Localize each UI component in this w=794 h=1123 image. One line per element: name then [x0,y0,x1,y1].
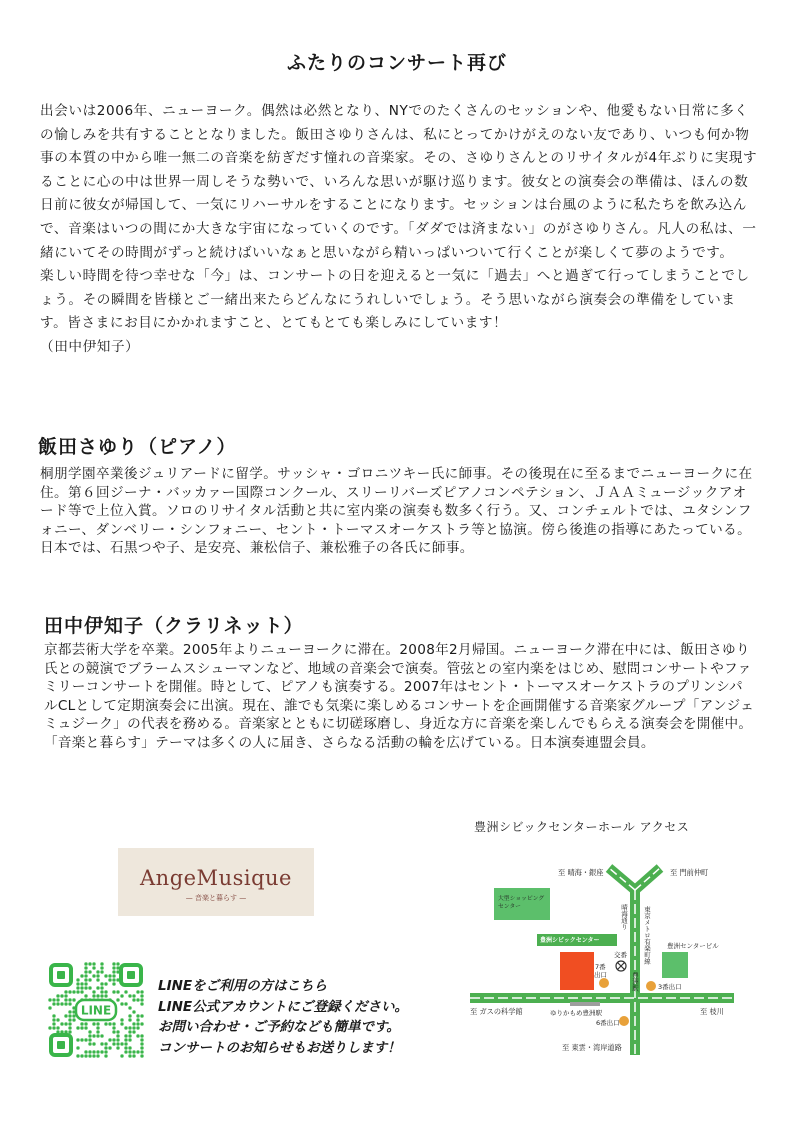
qr-module [132,1054,135,1057]
qr-module [88,1054,91,1057]
qr-module [96,994,99,997]
qr-module [68,1026,71,1029]
qr-module [124,1042,127,1045]
qr-module [92,974,95,977]
qr-module [84,986,87,989]
qr-module [68,1018,71,1021]
qr-module [76,1038,79,1041]
line-instruction-2: LINE公式アカウントにご登録ください。 [158,998,409,1015]
qr-module [116,1034,119,1037]
qr-module [112,966,115,969]
line-instructions [158,976,408,1058]
qr-module [104,994,107,997]
qr-module [136,1034,139,1037]
intro-signature: （田中伊知子） [40,338,140,355]
civic-center-building [560,952,594,990]
qr-module [120,1018,123,1021]
line-instruction-4: コンサートのお知らせもお送りします！ [158,1039,401,1056]
line-instruction-1: LINEをご利用の方はこちら [158,978,328,994]
qr-module [124,1002,127,1005]
qr-module [60,1002,63,1005]
qr-module [112,990,115,993]
qr-module [104,1022,107,1025]
qr-module [136,1050,139,1053]
qr-module [68,1014,71,1017]
map-label-exit7-1: 7番 [595,963,606,971]
qr-module [132,1026,135,1029]
clarinetist-bio: 京都芸術大学を卒業。2005年よりニューヨークに滞在。2008年2月帰国。ニューヨーク滞在中には、飯田さゆり氏との競演でブラームスシューマンなど、地域の音楽会で演奏。管弦との室内楽をはじめ、慰問コンサートやファミリーコンサートを開催。時として、ピアノも演奏する。2007年はセント・トーマスオーケストラのプリンシパルCLとして定期演奏会に出演。現在、誰でも気楽に楽しめるコンサートを企画開催する音楽家グループ「アンジェミュジーク」の代表を務める。音楽家とともに切磋琢磨し、身近な方に音楽を楽しんでもらえる演奏会を開催中。「音楽と暮らす」テーマは多くの人に届き、さらなる活動の輪を広げている。日本演奏連盟会員。 [44,642,755,751]
qr-module [132,994,135,997]
qr-module [112,982,115,985]
map-label-exit3: 3番出口 [658,983,682,991]
map-label-edagawa: 至 枝川 [700,1007,724,1016]
qr-module [136,998,139,1001]
access-map [464,850,750,1060]
qr-module [88,1038,91,1041]
logo-name: AngeMusique [140,866,292,890]
qr-module [104,1054,107,1057]
qr-module [92,1050,95,1053]
qr-module [124,1026,127,1029]
qr-module [108,1022,111,1025]
qr-module [96,1026,99,1029]
qr-module [116,1042,119,1045]
qr-module [124,1046,127,1049]
qr-module [140,1022,143,1025]
exit6-marker [619,1016,629,1026]
qr-module [64,1022,67,1025]
line-instruction-3: お問い合わせ・ご予約なども簡単です。 [158,1019,400,1035]
line-qr-code[interactable] [48,962,144,1058]
map-label-exit7 [594,962,608,979]
qr-line-label: LINE [80,1003,112,1018]
qr-module [84,1022,87,1025]
qr-module [52,1026,55,1029]
qr-module [128,1018,131,1021]
qr-module [100,1050,103,1053]
qr-module [140,1038,143,1041]
qr-module [80,1038,83,1041]
logo-tagline: — 音楽と暮らす — [185,894,247,902]
qr-module [68,1010,71,1013]
map-label-monzen: 至 門前仲町 [670,868,709,877]
qr-module [76,986,79,989]
exit7-marker [599,978,609,988]
qr-module [104,982,107,985]
qr-module [48,998,51,1001]
intro-text [40,100,760,360]
qr-module [84,1038,87,1041]
qr-module [96,986,99,989]
map-label-yurakucho-line: 東京メトロ有楽町線 [643,906,651,965]
qr-module [112,1030,115,1033]
qr-module [88,986,91,989]
qr-module [92,1034,95,1037]
qr-module [112,1038,115,1041]
qr-module [76,1046,79,1049]
qr-module [68,1030,71,1033]
qr-module [140,1014,143,1017]
qr-module [120,1002,123,1005]
qr-module [140,1002,143,1005]
qr-module [92,990,95,993]
map-label-harumi-ginza: 至 晴海・銀座 [558,868,604,877]
qr-module [104,1046,107,1049]
qr-module [76,978,79,981]
qr-module [60,1022,63,1025]
qr-module [112,970,115,973]
qr-module [84,962,87,965]
angemusique-logo [118,848,314,916]
qr-module [68,998,71,1001]
qr-module [64,998,67,1001]
map-label-civic-center: 豊洲シビックセンター [540,937,600,944]
qr-module [52,1018,55,1021]
qr-module [128,1030,131,1033]
qr-module [112,974,115,977]
qr-module [56,1018,59,1021]
qr-module [52,998,55,1001]
qr-module [140,1054,143,1057]
qr-module [100,982,103,985]
qr-module [140,1042,143,1045]
qr-module [116,998,119,1001]
map-label-yurikamome: ゆりかもめ豊洲駅 [550,1009,602,1017]
qr-module [136,1022,139,1025]
qr-module [124,1050,127,1053]
exit3-marker [646,981,656,991]
qr-module [96,1034,99,1037]
qr-module [128,1054,131,1057]
qr-module [92,962,95,965]
map-label-center-building: 豊洲センタービル [667,942,719,950]
qr-module [100,970,103,973]
qr-module [52,1022,55,1025]
qr-module [52,1014,55,1017]
qr-module [52,1002,55,1005]
qr-module [84,966,87,969]
qr-module [48,1006,51,1009]
qr-module [132,1030,135,1033]
qr-module [112,1042,115,1045]
qr-module [128,1026,131,1029]
map-label-toyosu-station: 豊洲駅 [631,972,639,992]
koban-icon [616,961,626,971]
qr-module [108,1046,111,1049]
qr-module [88,1042,91,1045]
qr-module [48,1026,51,1029]
qr-module [96,1050,99,1053]
qr-module [96,978,99,981]
qr-module [88,1034,91,1037]
qr-module [128,994,131,997]
qr-module [140,1034,143,1037]
qr-module [88,1030,91,1033]
qr-module [88,970,91,973]
qr-module [84,1054,87,1057]
qr-module [128,1046,131,1049]
qr-module [112,978,115,981]
qr-module [108,974,111,977]
qr-module [80,1026,83,1029]
qr-module [104,1042,107,1045]
qr-module [84,978,87,981]
qr-module [72,998,75,1001]
qr-module [128,1050,131,1053]
qr-module [64,994,67,997]
qr-module [72,1018,75,1021]
intro-paragraph-2: 楽しい時間を待つ幸せな「今」は、コンサートの日を迎えると一気に「過去」へと過ぎて行ってしまうことでしょう。その瞬間を皆様とご一緒出来たらどんなにうれしいでしょう。そう思いながら演奏会の準備をしています。皆さまにお目にかかれますこと、とてもとても楽しみにしています！ [40,268,750,332]
qr-module [84,1026,87,1029]
pianist-bio: 桐朋学園卒業後ジュリアードに留学。サッシャ・ゴロニツキー氏に師事。その後現在に至るまでニューヨークに在住。第６回ジーナ・バッカァー国際コンクール、スリーリバーズピアノコンペテション、ＪＡＡミュージックアオード等で上位入賞。ソロのリサイタル活動と共に室内楽の演奏も数多く行う。又、コンチェルトでは、ユタシンフォニー、ダンベリー・シンフォニー、セント・トーマスオーケストラ等と協演。傍ら後進の指導にあたっている。日本では、石黒つや子、是安亮、兼松信子、兼松雅子の各氏に師事。 [40,466,753,557]
qr-module [80,1022,83,1025]
qr-module [140,990,143,993]
qr-module [128,1006,131,1009]
qr-module [112,962,115,965]
qr-module [108,1038,111,1041]
qr-module [72,1014,75,1017]
qr-module [100,1034,103,1037]
page-title: ふたりのコンサート再び [286,52,507,74]
qr-module [128,1038,131,1041]
qr-module [80,990,83,993]
qr-module [92,994,95,997]
qr-module [136,1026,139,1029]
qr-module [92,1054,95,1057]
qr-module [140,998,143,1001]
qr-module [80,974,83,977]
qr-module [100,1042,103,1045]
qr-module [60,994,63,997]
qr-module [56,994,59,997]
qr-module [84,1050,87,1053]
qr-module [104,990,107,993]
qr-module [132,998,135,1001]
qr-module [136,990,139,993]
qr-module [68,1002,71,1005]
qr-module [68,990,71,993]
qr-module [100,986,103,989]
qr-module [84,982,87,985]
clarinetist-heading: 田中伊知子（クラリネット） [44,615,304,637]
intro-paragraph-1: 出会いは2006年、ニューヨーク。偶然は必然となり、NYでのたくさんのセッションや、他愛もない日常に多くの愉しみを共有することとなりました。飯田さゆりさんは、私にとってかけがえのない友であり、いつも何か物事の本質の中から唯一無二の音楽を紡ぎだす憧れの音楽家。その、さゆりさんとのリサイタルが4年ぶりに実現することに心の中は世界一周しそうな勢いで、いろんな思いが駆け巡ります。彼女との演奏会の準備は、ほんの数日前に彼女が帰国して、一気にリハーサルをすることになります。セッションは台風のように私たちを飲み込んで、音楽はいつの間にか大きな宇宙になっていくのです。「ダダでは済まない」のがさゆりさん。凡人の私は、一緒にいてその時間がずっと続けばいいなぁと思いながら精いっぱいついて行くことが楽しくて夢のようです。 [40,103,758,261]
qr-module [140,994,143,997]
map-label-mall-1: 大型ショッピング [498,896,545,902]
qr-module [80,1054,83,1057]
qr-module [88,978,91,981]
qr-module [116,962,119,965]
qr-module [140,1046,143,1049]
qr-module [76,1026,79,1029]
qr-module [112,1026,115,1029]
qr-module [92,1042,95,1045]
qr-module [120,1042,123,1045]
map-label-shinonome: 至 東雲・湾岸道路 [562,1043,622,1052]
map-label-mall-2: センター [498,904,521,910]
qr-module [116,1030,119,1033]
qr-module [56,998,59,1001]
qr-module [96,1030,99,1033]
qr-module [64,1002,67,1005]
qr-module [96,1022,99,1025]
qr-module [76,1054,79,1057]
map-title: 豊洲シビックセンターホール アクセス [474,820,690,834]
map-label-exit7-2: 出口 [594,971,607,979]
qr-module [100,966,103,969]
qr-module [100,962,103,965]
qr-module [104,1050,107,1053]
qr-module [56,1026,59,1029]
qr-module [120,1054,123,1057]
qr-module [96,970,99,973]
map-label-koban: 交番 [614,951,627,959]
qr-module [128,1014,131,1017]
qr-module [132,1050,135,1053]
qr-module [140,1050,143,1053]
qr-module [76,982,79,985]
qr-module [100,994,103,997]
qr-module [116,1046,119,1049]
qr-module [76,990,79,993]
qr-module [88,1050,91,1053]
map-label-gas-museum: 至 ガスの科学館 [470,1007,523,1016]
qr-module [96,1054,99,1057]
qr-module [116,990,119,993]
qr-module [132,1010,135,1013]
qr-module [84,974,87,977]
qr-module [64,990,67,993]
qr-module [92,966,95,969]
qr-module [80,982,83,985]
qr-module [136,1014,139,1017]
qr-module [136,1018,139,1021]
qr-module [120,994,123,997]
qr-module [100,990,103,993]
qr-module [88,962,91,965]
qr-module [68,1022,71,1025]
qr-module [124,1034,127,1037]
map-label-harumi-dori: 晴海通り [620,904,628,930]
map-label-exit6: 6番出口 [596,1019,620,1027]
qr-module [104,974,107,977]
qr-module [92,1022,95,1025]
qr-module [132,1022,135,1025]
qr-module [108,978,111,981]
qr-module [84,970,87,973]
pianist-heading: 飯田さゆり（ピアノ） [38,436,237,458]
qr-module [124,1038,127,1041]
qr-module [112,1022,115,1025]
qr-module [64,1014,67,1017]
center-building-area [662,952,688,978]
qr-module [56,1002,59,1005]
qr-module [120,1022,123,1025]
qr-module [96,974,99,977]
qr-module [128,1034,131,1037]
qr-module [80,986,83,989]
qr-module [84,994,87,997]
qr-module [116,1038,119,1041]
qr-module [72,990,75,993]
qr-module [124,990,127,993]
